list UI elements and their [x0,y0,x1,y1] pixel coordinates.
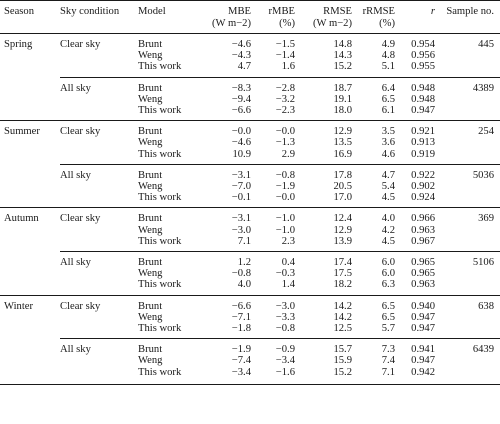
rrmse-cell: 4.5 [381,235,395,247]
r-cell: 0.921 [395,121,435,138]
rrmse-cell: 7.1 [352,367,395,385]
rrmse-cell: 5.7 [381,323,395,335]
table-row [0,192,500,208]
r-cell: 0.919 [411,148,435,160]
sample-no-cell [435,192,500,208]
rmse-cell: 17.4 [295,252,352,269]
header-rmse-unit: (W m−2) [312,18,352,29]
table-row [0,164,500,181]
rrmse-cell: 6.1 [381,105,395,117]
rrmse-cell: 4.8 [381,50,395,62]
sample-no-cell [435,367,500,385]
rmse-cell: 15.2 [295,367,352,385]
mbe-cell: −6.6 [231,105,251,117]
header-rmbe [251,1,295,34]
season-cell: Spring [0,34,60,51]
table-row [0,252,500,269]
sky-condition-cell: Clear sky [60,295,138,312]
header-rrmse [352,1,395,34]
rmse-cell: 17.8 [295,164,352,181]
sample-no-cell [435,137,500,148]
table-row [0,105,500,121]
season-cell [0,225,60,236]
sky-condition-cell [60,225,138,236]
model-cell: Weng [138,50,163,62]
sky-condition-cell: All sky [60,252,138,269]
mbe-cell: −0.0 [194,121,251,138]
model-cell: This work [138,192,182,204]
table-row [0,149,500,165]
rmbe-cell: −1.6 [251,367,295,385]
table-row [0,121,500,138]
mbe-cell: −7.0 [231,181,251,193]
model-cell: This work [138,279,182,291]
mbe-cell: −4.3 [231,50,251,62]
model-cell: This work [138,105,182,117]
season-cell [0,94,60,105]
sky-condition-cell: All sky [60,339,138,356]
mbe-cell: 10.9 [232,148,251,160]
rmbe-cell: −0.8 [251,164,295,181]
sample-no-cell [435,312,500,323]
rrmse-cell: 7.3 [352,339,395,356]
table-row [0,208,500,225]
sky-condition-cell [60,279,138,295]
sample-no-cell [435,225,500,236]
sample-no-cell [435,181,500,192]
model-cell: Brunt [138,339,194,356]
sky-condition-cell: Clear sky [60,208,138,225]
mbe-cell: −4.6 [194,34,251,51]
rmbe-cell: −3.3 [275,311,295,323]
r-cell: 0.922 [395,164,435,181]
rmbe-cell: −3.0 [251,295,295,312]
sky-condition-cell: Clear sky [60,121,138,138]
rmse-cell: 18.2 [333,279,352,291]
mbe-cell: −3.1 [194,164,251,181]
sample-no-cell: 5106 [435,252,500,269]
rmbe-cell: −2.8 [251,77,295,94]
header-sample-no: Sample no. [435,1,500,34]
sample-no-cell [435,61,500,77]
sky-condition-cell: All sky [60,164,138,181]
r-cell: 0.947 [411,105,435,117]
sky-condition-cell [60,192,138,208]
r-cell: 0.940 [395,295,435,312]
season-cell [0,77,60,94]
header-row [0,1,500,34]
sky-condition-cell [60,149,138,165]
table-row [0,323,500,339]
season-cell: Winter [0,295,60,312]
sky-condition-cell: Clear sky [60,34,138,51]
table-header [0,1,500,34]
rmse-cell: 15.9 [333,355,352,367]
r-cell: 0.902 [411,181,435,193]
rmse-cell: 14.2 [333,311,352,323]
season-cell [0,105,60,121]
r-cell: 0.963 [411,224,435,236]
rrmse-cell: 6.5 [381,311,395,323]
model-cell: Brunt [138,34,194,51]
header-mbe-label: MBE [228,6,251,17]
model-cell: Weng [138,181,163,193]
r-cell: 0.947 [411,323,435,335]
sample-no-cell [435,105,500,121]
sky-condition-cell [60,268,138,279]
season-cell [0,50,60,61]
model-cell: Weng [138,268,163,280]
mbe-cell: 4.7 [237,61,251,73]
model-cell: Brunt [138,164,194,181]
table-row [0,225,500,236]
table-row [0,312,500,323]
sample-no-cell: 445 [435,34,500,51]
rmbe-cell: −1.0 [251,208,295,225]
rmse-cell: 12.5 [333,323,352,335]
model-cell: Weng [138,311,163,323]
season-cell: Summer [0,121,60,138]
sky-condition-cell [60,94,138,105]
model-cell: This work [138,148,182,160]
rrmse-cell: 6.4 [352,77,395,94]
season-cell [0,312,60,323]
rmse-cell: 12.9 [333,224,352,236]
table-row [0,367,500,385]
rmse-cell: 13.9 [333,235,352,247]
rrmse-cell: 4.2 [381,224,395,236]
sky-condition-cell [60,236,138,252]
r-cell: 0.966 [395,208,435,225]
mbe-cell: −0.8 [231,268,251,280]
table-row [0,50,500,61]
rrmse-cell: 6.3 [381,279,395,291]
header-mbe-unit: (W m−2) [211,18,251,29]
table-row [0,77,500,94]
r-cell: 0.967 [411,235,435,247]
model-cell: Brunt [138,252,194,269]
sample-no-cell: 4389 [435,77,500,94]
r-cell: 0.965 [395,252,435,269]
rmbe-cell: −1.3 [275,137,295,149]
season-cell [0,339,60,356]
model-cell: Brunt [138,295,194,312]
season-cell [0,367,60,385]
season-cell [0,268,60,279]
season-cell [0,164,60,181]
rmse-cell: 19.1 [333,93,352,105]
sample-no-cell: 5036 [435,164,500,181]
rrmse-cell: 3.5 [352,121,395,138]
model-cell: Brunt [138,208,194,225]
rmbe-cell: 0.4 [251,252,295,269]
model-cell: Weng [138,137,163,149]
header-rrmse-label: rRMSE [362,6,395,17]
r-cell: 0.948 [395,77,435,94]
season-cell: Autumn [0,208,60,225]
rrmse-cell: 5.4 [381,181,395,193]
rrmse-cell: 4.5 [381,192,395,204]
sky-condition-cell: All sky [60,77,138,94]
sky-condition-cell [60,105,138,121]
sample-no-cell [435,94,500,105]
mbe-cell: −1.8 [231,323,251,335]
sky-condition-cell [60,50,138,61]
rrmse-cell: 7.4 [381,355,395,367]
rmse-cell: 13.5 [333,137,352,149]
mbe-cell: −7.4 [231,355,251,367]
rmse-cell: 17.5 [333,268,352,280]
rrmse-cell: 6.5 [381,93,395,105]
rmbe-cell: −1.4 [275,50,295,62]
table-row [0,94,500,105]
rmbe-cell: −0.3 [275,268,295,280]
header-season: Season [0,1,60,34]
table-row [0,61,500,77]
sky-condition-cell [60,181,138,192]
rrmse-cell: 4.9 [352,34,395,51]
rmbe-cell: −3.2 [275,93,295,105]
mbe-cell: −9.4 [231,93,251,105]
sample-no-cell [435,268,500,279]
rmse-cell: 20.5 [333,181,352,193]
mbe-cell: −3.4 [194,367,251,385]
season-cell [0,279,60,295]
sample-no-cell: 638 [435,295,500,312]
rmbe-cell: −0.0 [251,121,295,138]
model-cell: This work [138,367,194,385]
rmbe-cell: −2.3 [275,105,295,117]
header-model: Model [138,1,194,34]
r-cell: 0.956 [411,50,435,62]
rmse-cell: 17.0 [333,192,352,204]
season-cell [0,192,60,208]
header-rmse [295,1,352,34]
mbe-cell: −6.6 [194,295,251,312]
sky-condition-cell [60,355,138,366]
rrmse-cell: 3.6 [381,137,395,149]
rmse-cell: 18.7 [295,77,352,94]
rmse-cell: 14.8 [295,34,352,51]
r-cell: 0.947 [411,355,435,367]
season-cell [0,137,60,148]
season-cell [0,252,60,269]
table-row [0,279,500,295]
model-cell: Brunt [138,77,194,94]
season-cell [0,323,60,339]
header-r: r [395,1,435,34]
mbe-cell: −8.3 [194,77,251,94]
header-sky-condition: Sky condition [60,1,138,34]
model-cell: This work [138,235,182,247]
rmbe-cell: 2.3 [281,235,295,247]
rrmse-cell: 4.0 [352,208,395,225]
rmbe-cell: 1.4 [281,279,295,291]
rmse-cell: 12.9 [295,121,352,138]
rmbe-cell: −0.0 [275,192,295,204]
rmse-cell: 12.4 [295,208,352,225]
header-mbe [194,1,251,34]
rmbe-cell: −0.8 [275,323,295,335]
header-rmse-label: RMSE [323,6,352,17]
table-row [0,339,500,356]
rmse-cell: 15.2 [333,61,352,73]
mbe-cell: −4.6 [231,137,251,149]
model-cell: Weng [138,93,163,105]
rrmse-cell: 4.6 [381,148,395,160]
r-cell: 0.941 [395,339,435,356]
rmse-cell: 16.9 [333,148,352,160]
sample-no-cell: 369 [435,208,500,225]
header-rmbe-label: rMBE [268,6,295,17]
rrmse-cell: 6.0 [352,252,395,269]
rmbe-cell: −0.9 [251,339,295,356]
table-row [0,34,500,51]
rrmse-cell: 6.5 [352,295,395,312]
sky-condition-cell [60,323,138,339]
mbe-cell: 4.0 [237,279,251,291]
model-cell: Brunt [138,121,194,138]
sample-no-cell [435,50,500,61]
table-row [0,137,500,148]
rrmse-cell: 5.1 [381,61,395,73]
sky-condition-cell [60,312,138,323]
mbe-cell: 1.2 [194,252,251,269]
model-cell: This work [138,323,182,335]
header-rrmse-unit: (%) [379,18,395,29]
mbe-cell: 7.1 [237,235,251,247]
rrmse-cell: 6.0 [381,268,395,280]
sky-condition-cell [60,137,138,148]
rmbe-cell: −3.4 [275,355,295,367]
rmbe-cell: −1.0 [275,224,295,236]
sample-no-cell [435,355,500,366]
table-row [0,295,500,312]
season-cell [0,149,60,165]
sample-no-cell [435,279,500,295]
mbe-cell: −7.1 [231,311,251,323]
sample-no-cell: 6439 [435,339,500,356]
r-cell: 0.965 [411,268,435,280]
table-row [0,355,500,366]
model-cell: Weng [138,224,163,236]
rmse-cell: 14.3 [333,50,352,62]
sample-no-cell [435,323,500,339]
rmse-cell: 15.7 [295,339,352,356]
mbe-cell: −0.1 [231,192,251,204]
season-cell [0,181,60,192]
sample-no-cell [435,236,500,252]
mbe-cell: −3.0 [231,224,251,236]
season-cell [0,61,60,77]
mbe-cell: −3.1 [194,208,251,225]
r-cell: 0.948 [411,93,435,105]
sky-condition-cell [60,61,138,77]
rmse-cell: 14.2 [295,295,352,312]
r-cell: 0.942 [395,367,435,385]
rmse-cell: 18.0 [333,105,352,117]
table-body [0,34,500,385]
rmbe-cell: −1.9 [275,181,295,193]
r-cell: 0.955 [411,61,435,73]
r-cell: 0.913 [411,137,435,149]
season-cell [0,236,60,252]
table-row [0,181,500,192]
rmbe-cell: 2.9 [281,148,295,160]
sky-condition-cell [60,367,138,385]
header-rmbe-unit: (%) [279,18,295,29]
r-cell: 0.954 [395,34,435,51]
rrmse-cell: 4.7 [352,164,395,181]
model-cell: Weng [138,355,163,367]
mbe-cell: −1.9 [194,339,251,356]
rmbe-cell: −1.5 [251,34,295,51]
model-cell: This work [138,61,182,73]
table-row [0,268,500,279]
season-cell [0,355,60,366]
r-cell: 0.947 [411,311,435,323]
table-row [0,236,500,252]
r-cell: 0.924 [411,192,435,204]
rmbe-cell: 1.6 [281,61,295,73]
sample-no-cell: 254 [435,121,500,138]
sample-no-cell [435,149,500,165]
r-cell: 0.963 [411,279,435,291]
